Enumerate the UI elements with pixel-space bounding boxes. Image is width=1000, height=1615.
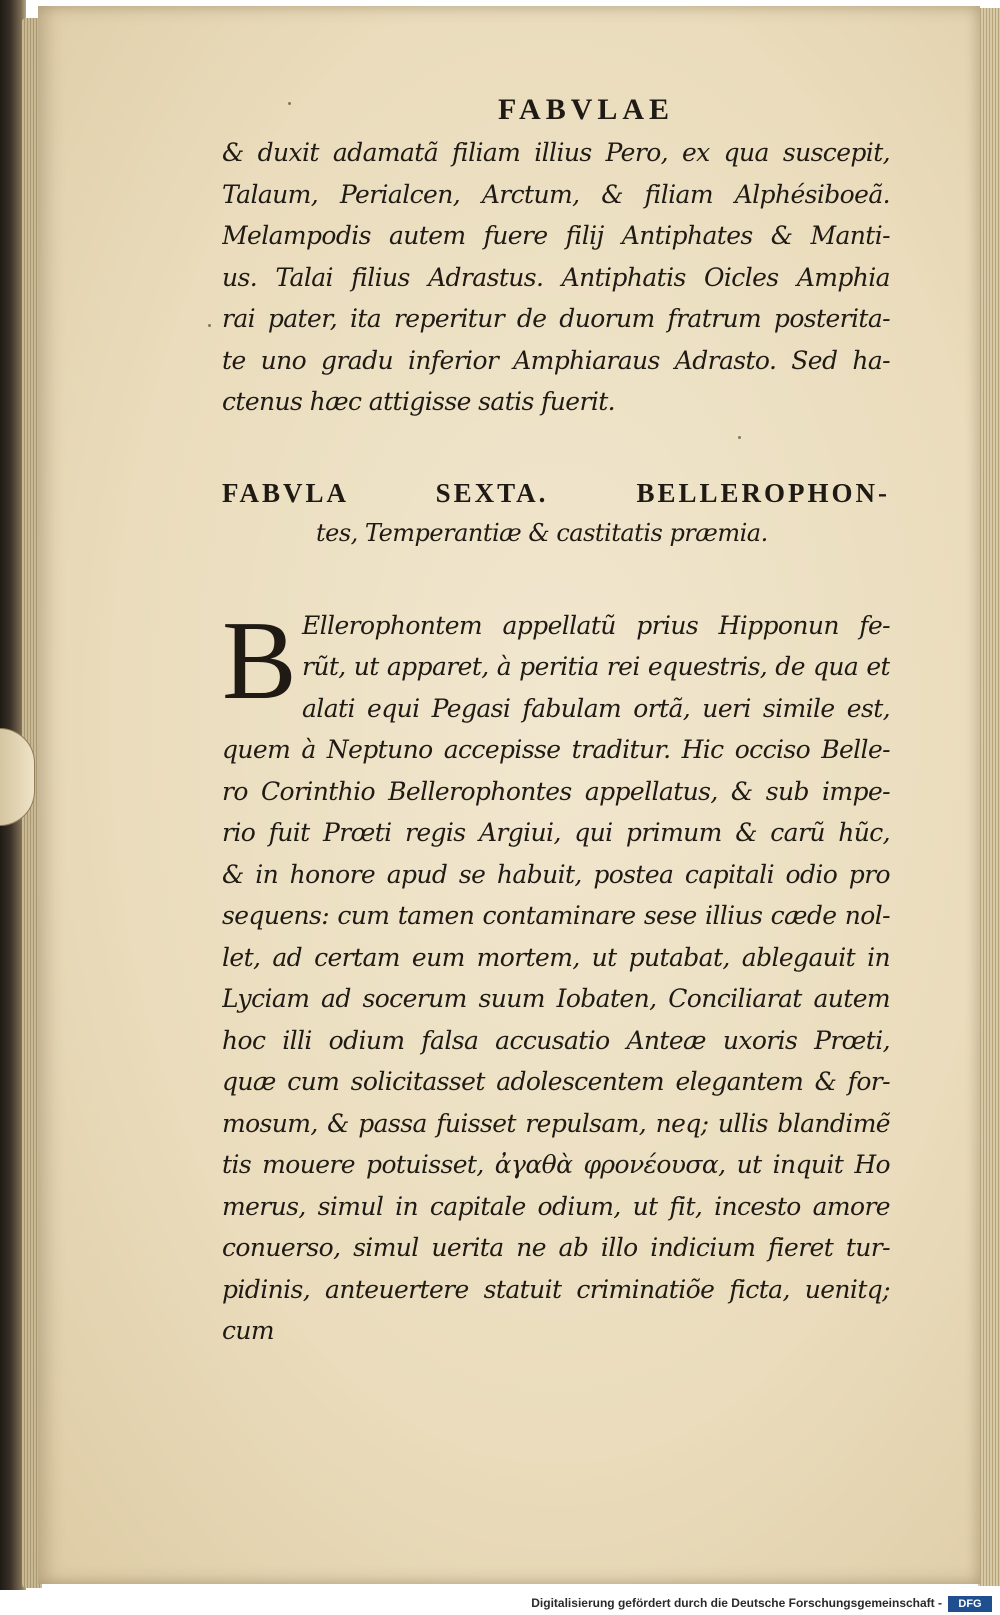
text-line: pidinis, anteuertere statuit criminatiõe ficta, uenitq;	[222, 1274, 890, 1304]
heading-line-1: FABVLA SEXTA. BELLEROPHON-	[222, 477, 890, 508]
text-line: rũt, ut apparet, à peritia rei equestris, de qua et	[302, 652, 890, 681]
text-line: merus, simul in capitale odium, ut fit, incesto amore	[222, 1191, 890, 1221]
text-line: quem à Neptuno accepisse traditur. Hic occiso Belle-	[222, 735, 890, 764]
text-line: & duxit adamatã filiam illius Pero, ex qua suscepit,	[222, 138, 890, 167]
text-line: alati equi Pegasi fabulam ortã, ueri simile est,	[302, 693, 890, 723]
dfg-logo: DFG	[948, 1596, 992, 1612]
text-line: conuerso, simul uerita ne ab illo indicium fieret tur-	[222, 1233, 890, 1262]
text-line: te uno gradu inferior Amphiaraus Adrasto. Sed ha-	[222, 345, 890, 375]
catchword: cum	[222, 1316, 275, 1345]
page-text	[222, 88, 890, 1352]
text-line: tis mouere potuisset, ἀγαθὰ φρονέουσα, ut inquit Ho	[222, 1150, 890, 1179]
page-edges-right	[978, 8, 1000, 1586]
text-line: Melampodis autem fuere filij Antiphates & Manti-	[222, 221, 890, 250]
text-line: sequens: cum tamen contaminare sese illius cæde nol-	[222, 901, 890, 930]
paragraph-previous-fable	[222, 132, 890, 423]
text-line: & in honore apud se habuit, postea capitali odio pro	[222, 859, 890, 889]
text-line: let, ad certam eum mortem, ut putabat, ablegauit in	[222, 942, 890, 972]
text-line: Lyciam ad socerum suum Iobaten, Conciliarat autem	[222, 984, 890, 1013]
heading-line-2: tes, Temperantiæ & castitatis præmia.	[316, 518, 768, 547]
text-line: mosum, & passa fuisset repulsam, neq; ullis blandimẽ	[222, 1108, 890, 1138]
text-line: quæ cum solicitasset adolescentem elegantem & for-	[222, 1067, 890, 1096]
digitization-credit: Digitalisierung gefördert durch die Deutsche Forschungsgemeinschaft -	[531, 1596, 942, 1610]
text-line: us. Talai filius Adrastus. Antiphatis Oicles Amphia	[222, 262, 890, 292]
paragraph-fable-six	[222, 598, 890, 1352]
text-line: hoc illi odium falsa accusatio Anteæ uxoris Prœti,	[222, 1025, 890, 1055]
text-line: Ellerophontem appellatũ prius Hipponun fe-	[302, 610, 890, 640]
section-heading	[222, 473, 890, 553]
text-line: rai pater, ita reperitur de duorum fratrum posterita-	[222, 304, 890, 333]
drop-cap-initial: B	[222, 598, 297, 723]
text-line: rio fuit Prœti regis Argiui, qui primum & carũ hũc,	[222, 818, 890, 847]
running-head: FABVLAE	[497, 93, 675, 126]
text-line: Talaum, Perialcen, Arctum, & filiam Alphésiboeã.	[222, 179, 890, 209]
text-line: ro Corinthio Bellerophontes appellatus, & sub impe-	[222, 776, 890, 806]
text-line: ctenus hæc attigisse satis fuerit.	[222, 387, 616, 416]
